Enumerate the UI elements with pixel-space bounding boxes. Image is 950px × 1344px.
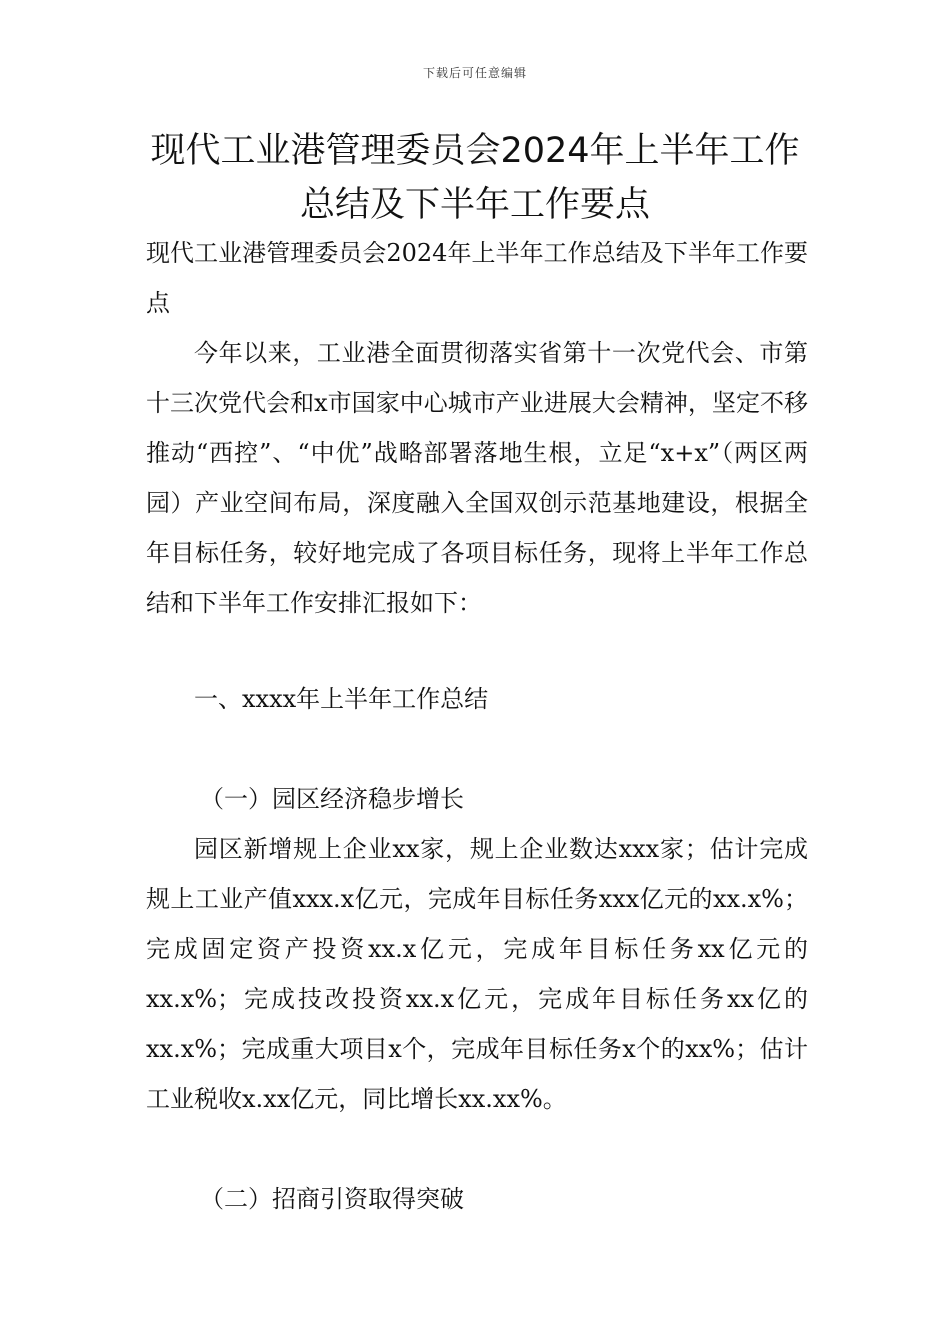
document-body	[146, 228, 808, 1224]
subsection-heading-1: （一）园区经济稳步增长	[200, 785, 464, 813]
intro-paragraph: 今年以来，工业港全面贯彻落实省第十一次党代会、市第十三次党代会和x市国家中心城市产业进展大会精神，坚定不移推动“西控”、“中优”战略部署落地生根，立足“x+x”（两区两园）产业空间布局，深度融入全国双创示范基地建设，根据全年目标任务，较好地完成了各项目标任务，现将上半年工作总结和下半年工作安排汇报如下：	[146, 339, 808, 617]
subsection-1-paragraph: 园区新增规上企业xx家，规上企业数达xxx家；估计完成规上工业产值xxx.x亿元，完成年目标任务xxx亿元的xx.x%；完成固定资产投资xx.x亿元，完成年目标任务xx亿元的xx.x%；完成技改投资xx.x亿元，完成年目标任务xx亿的xx.x%；完成重大项目x个，完成年目标任务x个的xx%；估计工业税收x.xx亿元，同比增长xx.xx%。	[146, 835, 808, 1113]
subsection-heading-2: （二）招商引资取得突破	[200, 1185, 464, 1213]
subtitle-paragraph: 现代工业港管理委员会2024年上半年工作总结及下半年工作要点	[146, 239, 808, 317]
document-title	[100, 124, 850, 232]
section-heading-1: 一、xxxx年上半年工作总结	[194, 685, 489, 713]
title-line-1: 现代工业港管理委员会2024年上半年工作	[150, 131, 800, 171]
title-line-2: 总结及下半年工作要点	[299, 185, 650, 225]
header-note: 下载后可任意编辑	[422, 66, 527, 80]
